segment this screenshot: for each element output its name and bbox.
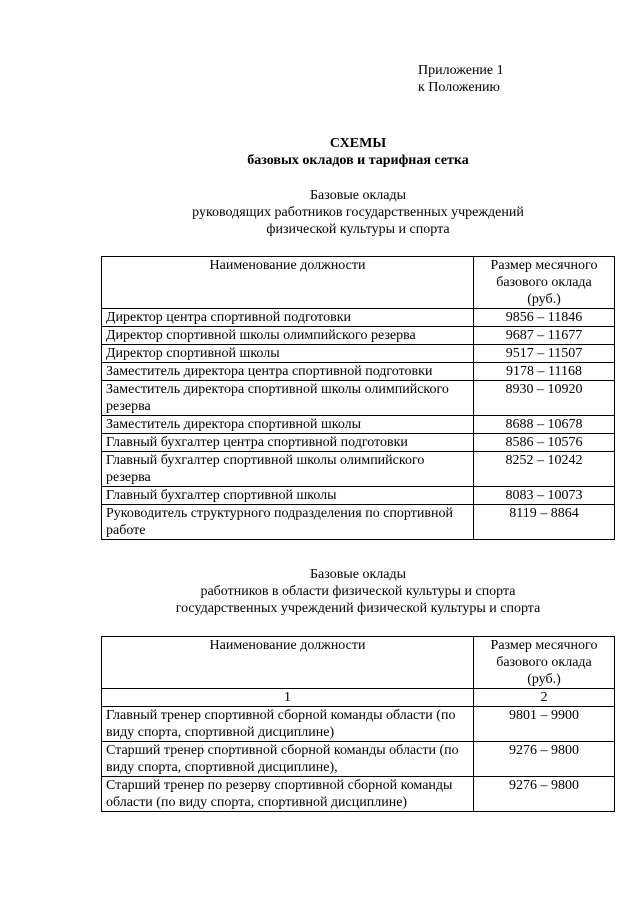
table-row (102, 381, 615, 416)
position-name-cell: Директор спортивной школы олимпийского резерва (102, 327, 474, 345)
table-row (102, 345, 615, 363)
salary-range-cell: 8083 – 10073 (474, 487, 615, 505)
position-name-cell: Старший тренер спортивной сборной команды области (по виду спорта, спортивной дисциплине), (102, 742, 474, 777)
salary-range-cell: 9178 – 11168 (474, 363, 615, 381)
salary-range-cell: 8688 – 10678 (474, 416, 615, 434)
salary-range-cell: 9856 – 11846 (474, 309, 615, 327)
column-header-position: Наименование должности (102, 637, 474, 689)
position-name-cell: Главный бухгалтер спортивной школы (102, 487, 474, 505)
section1-heading (0, 187, 640, 238)
table-row (102, 777, 615, 812)
position-name-cell: Заместитель директора спортивной школы (102, 416, 474, 434)
table-row (102, 707, 615, 742)
position-name-cell: Заместитель директора спортивной школы олимпийского резерва (102, 381, 474, 416)
table-row (102, 742, 615, 777)
salary-range-cell: 9276 – 9800 (474, 742, 615, 777)
table-row (102, 363, 615, 381)
salary-range-cell: 9687 – 11677 (474, 327, 615, 345)
table-row (102, 487, 615, 505)
salary-range-cell: 8119 – 8864 (474, 505, 615, 540)
section2-heading-line1: Базовые оклады (310, 567, 406, 582)
position-name-cell: Директор спортивной школы (102, 345, 474, 363)
section2-heading-line2: работников в области физической культуры и спорта (200, 584, 516, 599)
table-row (102, 452, 615, 487)
section2-heading (0, 566, 640, 617)
column-number-1: 1 (102, 689, 474, 707)
subtitle-line: базовых окладов и тарифная сетка (247, 153, 469, 168)
appendix-note (418, 62, 504, 96)
table-row (102, 505, 615, 540)
column-number-row (102, 689, 615, 707)
column-header-salary: Размер месячного базового оклада (руб.) (474, 257, 615, 309)
salary-range-cell: 9276 – 9800 (474, 777, 615, 812)
salary-range-cell: 8252 – 10242 (474, 452, 615, 487)
salary-range-cell: 8586 – 10576 (474, 434, 615, 452)
position-name-cell: Заместитель директора центра спортивной подготовки (102, 363, 474, 381)
section2-heading-line3: государственных учреждений физической культуры и спорта (175, 601, 541, 616)
salary-range-cell: 9517 – 11507 (474, 345, 615, 363)
table-row (102, 327, 615, 345)
column-header-position: Наименование должности (102, 257, 474, 309)
column-number-2: 2 (474, 689, 615, 707)
section1-heading-line1: Базовые оклады (310, 188, 406, 203)
title-line: СХЕМЫ (329, 136, 387, 151)
leaders-salary-table (101, 256, 615, 540)
section1-heading-line2: руководящих работников государственных учреждений (192, 205, 524, 220)
table-row (102, 416, 615, 434)
position-name-cell: Главный бухгалтер спортивной школы олимпийского резерва (102, 452, 474, 487)
salary-range-cell: 8930 – 10920 (474, 381, 615, 416)
appendix-line-1: Приложение 1 (418, 63, 504, 78)
table-row (102, 309, 615, 327)
sports-workers-table-body (102, 707, 615, 812)
table-header-row (102, 257, 615, 309)
section1-heading-line3: физической культуры и спорта (266, 222, 450, 237)
position-name-cell: Главный тренер спортивной сборной команды области (по виду спорта, спортивной дисциплине) (102, 707, 474, 742)
table-row (102, 434, 615, 452)
table-header-row (102, 637, 615, 689)
appendix-line-2: к Положению (418, 80, 501, 95)
position-name-cell: Главный бухгалтер центра спортивной подготовки (102, 434, 474, 452)
leaders-table-body (102, 309, 615, 540)
position-name-cell: Старший тренер по резерву спортивной сборной команды области (по виду спорта, спортивной дисциплине) (102, 777, 474, 812)
position-name-cell: Руководитель структурного подразделения по спортивной работе (102, 505, 474, 540)
sports-workers-salary-table (101, 636, 615, 812)
position-name-cell: Директор центра спортивной подготовки (102, 309, 474, 327)
document-title (0, 135, 640, 169)
salary-range-cell: 9801 – 9900 (474, 707, 615, 742)
column-header-salary: Размер месячного базового оклада (руб.) (474, 637, 615, 689)
